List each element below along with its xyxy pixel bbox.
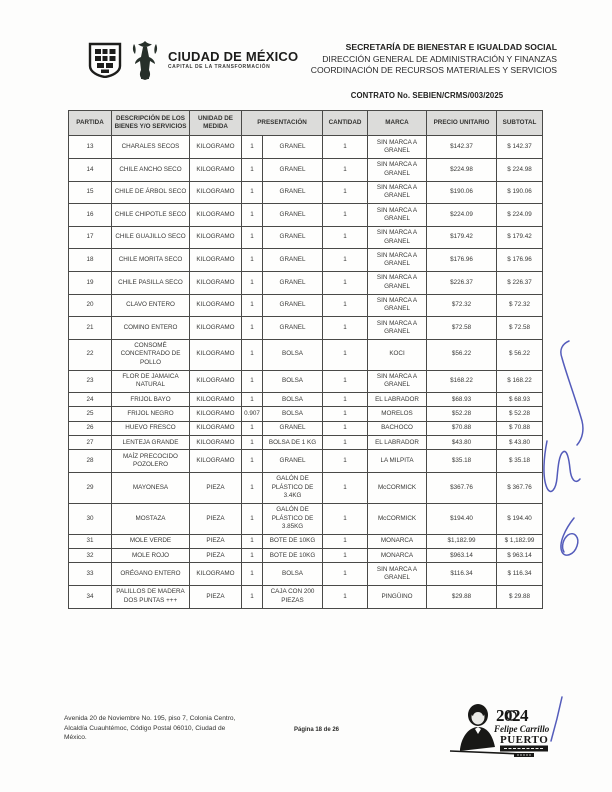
cell-subtotal: $ 70.88 <box>497 421 543 435</box>
cell-marca: MONARCA <box>368 534 427 548</box>
cell-cantidad: 1 <box>323 436 368 450</box>
cell-cantidad: 1 <box>323 136 368 159</box>
cell-presentacion-cantidad: 1 <box>242 204 263 227</box>
cell-partida: 14 <box>69 158 112 181</box>
cell-presentacion-descripcion: BOLSA <box>263 339 323 370</box>
table-row <box>69 317 543 340</box>
cell-presentacion-cantidad: 1 <box>242 271 263 294</box>
cell-marca: SIN MARCA A GRANEL <box>368 249 427 272</box>
cell-marca: SIN MARCA A GRANEL <box>368 181 427 204</box>
cell-unidad-medida: KILOGRAMO <box>190 271 242 294</box>
table-row <box>69 271 543 294</box>
cell-cantidad: 1 <box>323 226 368 249</box>
org-line-secretaria: SECRETARÍA DE BIENESTAR E IGUALDAD SOCIAL <box>345 42 557 52</box>
table-row <box>69 226 543 249</box>
cell-partida: 17 <box>69 226 112 249</box>
cell-partida: 26 <box>69 421 112 435</box>
cell-presentacion-descripcion: CAJA CON 200 PIEZAS <box>263 585 323 608</box>
items-table <box>68 110 543 609</box>
cell-cantidad: 1 <box>323 421 368 435</box>
cell-presentacion-descripcion: BOLSA <box>263 370 323 393</box>
cell-marca: BACHOCO <box>368 421 427 435</box>
cell-descripcion: MAÍZ PRECOCIDO POZOLERO <box>112 450 190 473</box>
cell-descripcion: CLAVO ENTERO <box>112 294 190 317</box>
table-row <box>69 407 543 421</box>
cell-subtotal: $ 142.37 <box>497 136 543 159</box>
cell-partida: 19 <box>69 271 112 294</box>
cdmx-angel-icon <box>130 40 160 80</box>
cell-subtotal: $ 52.28 <box>497 407 543 421</box>
cell-partida: 24 <box>69 393 112 407</box>
cell-descripcion: PALILLOS DE MADERA DOS PUNTAS +++ <box>112 585 190 608</box>
svg-text:PUERTO: PUERTO <box>500 734 549 746</box>
table-row <box>69 294 543 317</box>
cell-partida: 21 <box>69 317 112 340</box>
cell-presentacion-descripcion: GRANEL <box>263 181 323 204</box>
cell-cantidad: 1 <box>323 549 368 563</box>
cell-presentacion-cantidad: 1 <box>242 181 263 204</box>
cdmx-coat-of-arms-icon <box>88 42 122 78</box>
cell-presentacion-descripcion: GRANEL <box>263 136 323 159</box>
cell-descripcion: CHILE MORITA SECO <box>112 249 190 272</box>
cell-descripcion: FLOR DE JAMAICA NATURAL <box>112 370 190 393</box>
cell-subtotal: $ 43.80 <box>497 436 543 450</box>
cell-cantidad: 1 <box>323 407 368 421</box>
table-row <box>69 534 543 548</box>
cell-marca: SIN MARCA A GRANEL <box>368 136 427 159</box>
cell-marca: McCORMICK <box>368 472 427 503</box>
cell-presentacion-cantidad: 1 <box>242 534 263 548</box>
page-indicator: Página 18 de 26 <box>294 727 340 733</box>
cell-subtotal: $ 963.14 <box>497 549 543 563</box>
table-row <box>69 339 543 370</box>
cell-presentacion-descripcion: BOTE DE 10KG <box>263 549 323 563</box>
cell-cantidad: 1 <box>323 294 368 317</box>
table-row <box>69 585 543 608</box>
cell-unidad-medida: KILOGRAMO <box>190 450 242 473</box>
cell-presentacion-cantidad: 1 <box>242 585 263 608</box>
table-row <box>69 204 543 227</box>
table-row <box>69 370 543 393</box>
cell-subtotal: $ 367.76 <box>497 472 543 503</box>
cell-precio-unitario: $1,182.99 <box>427 534 497 548</box>
cell-precio-unitario: $224.98 <box>427 158 497 181</box>
cell-descripcion: MOLE ROJO <box>112 549 190 563</box>
footer-address-line: Alcaldía Cuauhtémoc, Código Postal 06010, Ciudad de <box>64 724 226 732</box>
cell-cantidad: 1 <box>323 317 368 340</box>
table-row <box>69 563 543 586</box>
cell-subtotal: $ 176.96 <box>497 249 543 272</box>
footer-address <box>64 714 249 743</box>
cell-marca: MONARCA <box>368 549 427 563</box>
felipe-carrillo-puerto-stamp <box>448 699 556 768</box>
cell-marca: EL LABRADOR <box>368 436 427 450</box>
cell-partida: 29 <box>69 472 112 503</box>
table-row <box>69 158 543 181</box>
col-unidad: UNIDAD DE MEDIDA <box>190 111 242 136</box>
svg-text:Felipe Carrillo: Felipe Carrillo <box>494 724 550 734</box>
table-row <box>69 249 543 272</box>
cell-precio-unitario: $29.88 <box>427 585 497 608</box>
cell-partida: 22 <box>69 339 112 370</box>
cell-descripcion: CHILE PASILLA SECO <box>112 271 190 294</box>
cell-marca: McCORMICK <box>368 503 427 534</box>
cell-partida: 33 <box>69 563 112 586</box>
cell-subtotal: $ 168.22 <box>497 370 543 393</box>
table-row <box>69 472 543 503</box>
cell-partida: 20 <box>69 294 112 317</box>
cell-presentacion-cantidad: 1 <box>242 226 263 249</box>
cell-presentacion-descripcion: GRANEL <box>263 204 323 227</box>
cell-descripcion: FRIJOL NEGRO <box>112 407 190 421</box>
cell-subtotal: $ 72.32 <box>497 294 543 317</box>
cell-cantidad: 1 <box>323 393 368 407</box>
cell-cantidad: 1 <box>323 534 368 548</box>
cdmx-wordmark <box>168 50 298 70</box>
cell-descripcion: CHILE CHIPOTLE SECO <box>112 204 190 227</box>
cell-unidad-medida: KILOGRAMO <box>190 294 242 317</box>
cell-partida: 34 <box>69 585 112 608</box>
cell-precio-unitario: $224.09 <box>427 204 497 227</box>
cell-cantidad: 1 <box>323 585 368 608</box>
cell-descripcion: MOLE VERDE <box>112 534 190 548</box>
cell-partida: 27 <box>69 436 112 450</box>
cell-descripcion: CONSOMÉ CONCENTRADO DE POLLO <box>112 339 190 370</box>
cell-descripcion: COMINO ENTERO <box>112 317 190 340</box>
cdmx-wordmark-tagline: CAPITAL DE LA TRANSFORMACIÓN <box>168 64 271 70</box>
cell-subtotal: $ 72.58 <box>497 317 543 340</box>
items-table-body <box>69 136 543 608</box>
cell-presentacion-cantidad: 1 <box>242 294 263 317</box>
cell-unidad-medida: KILOGRAMO <box>190 339 242 370</box>
cell-descripcion: CHILE GUAJILLO SECO <box>112 226 190 249</box>
cell-marca: SIN MARCA A GRANEL <box>368 158 427 181</box>
cell-partida: 32 <box>69 549 112 563</box>
cell-marca: SIN MARCA A GRANEL <box>368 226 427 249</box>
cell-marca: SIN MARCA A GRANEL <box>368 271 427 294</box>
table-row <box>69 450 543 473</box>
cell-cantidad: 1 <box>323 370 368 393</box>
cell-subtotal: $ 224.09 <box>497 204 543 227</box>
cell-presentacion-cantidad: 1 <box>242 136 263 159</box>
cell-descripcion: MAYONESA <box>112 472 190 503</box>
cell-presentacion-cantidad: 1 <box>242 563 263 586</box>
cell-cantidad: 1 <box>323 339 368 370</box>
cell-presentacion-descripcion: BOLSA DE 1 KG <box>263 436 323 450</box>
cell-presentacion-cantidad: 1 <box>242 421 263 435</box>
cell-unidad-medida: KILOGRAMO <box>190 393 242 407</box>
cell-descripcion: LENTEJA GRANDE <box>112 436 190 450</box>
cell-subtotal: $ 179.42 <box>497 226 543 249</box>
cell-precio-unitario: $179.42 <box>427 226 497 249</box>
cell-presentacion-descripcion: GRANEL <box>263 226 323 249</box>
cell-partida: 15 <box>69 181 112 204</box>
cell-unidad-medida: KILOGRAMO <box>190 421 242 435</box>
cell-precio-unitario: $72.58 <box>427 317 497 340</box>
cell-precio-unitario: $35.18 <box>427 450 497 473</box>
cell-presentacion-cantidad: 1 <box>242 436 263 450</box>
cell-subtotal: $ 116.34 <box>497 563 543 586</box>
col-subtotal: SUBTOTAL <box>497 111 543 136</box>
cell-unidad-medida: KILOGRAMO <box>190 436 242 450</box>
cell-subtotal: $ 226.37 <box>497 271 543 294</box>
cell-subtotal: $ 224.98 <box>497 158 543 181</box>
cell-partida: 23 <box>69 370 112 393</box>
cell-marca: MORELOS <box>368 407 427 421</box>
cell-presentacion-cantidad: 0.907 <box>242 407 263 421</box>
cell-presentacion-descripcion: GALÓN DE PLÁSTICO DE 3.85KG <box>263 503 323 534</box>
cell-unidad-medida: KILOGRAMO <box>190 407 242 421</box>
cell-unidad-medida: KILOGRAMO <box>190 317 242 340</box>
cell-cantidad: 1 <box>323 450 368 473</box>
table-row <box>69 436 543 450</box>
cell-presentacion-descripcion: GRANEL <box>263 271 323 294</box>
cell-descripcion: HUEVO FRESCO <box>112 421 190 435</box>
contract-number: CONTRATO No. SEBIEN/CRMS/003/2025 <box>350 91 504 100</box>
cell-subtotal: $ 194.40 <box>497 503 543 534</box>
cell-partida: 25 <box>69 407 112 421</box>
cell-precio-unitario: $963.14 <box>427 549 497 563</box>
cell-presentacion-descripcion: GRANEL <box>263 249 323 272</box>
cell-precio-unitario: $142.37 <box>427 136 497 159</box>
cell-presentacion-cantidad: 1 <box>242 249 263 272</box>
table-header-row <box>69 111 543 136</box>
cell-subtotal: $ 190.06 <box>497 181 543 204</box>
cell-descripcion: FRIJOL BAYO <box>112 393 190 407</box>
cell-precio-unitario: $176.96 <box>427 249 497 272</box>
cell-presentacion-descripcion: BOLSA <box>263 407 323 421</box>
stamp-graphic-icon <box>448 699 556 763</box>
col-partida: PARTIDA <box>69 111 112 136</box>
cell-presentacion-cantidad: 1 <box>242 339 263 370</box>
cell-unidad-medida: KILOGRAMO <box>190 563 242 586</box>
header-logo-block <box>88 40 298 80</box>
cell-descripcion: ORÉGANO ENTERO <box>112 563 190 586</box>
cell-unidad-medida: PIEZA <box>190 549 242 563</box>
cell-precio-unitario: $52.28 <box>427 407 497 421</box>
cell-partida: 13 <box>69 136 112 159</box>
cell-presentacion-cantidad: 1 <box>242 158 263 181</box>
cell-marca: KOCI <box>368 339 427 370</box>
cell-marca: SIN MARCA A GRANEL <box>368 317 427 340</box>
cell-marca: SIN MARCA A GRANEL <box>368 294 427 317</box>
cell-presentacion-cantidad: 1 <box>242 472 263 503</box>
table-row <box>69 393 543 407</box>
cdmx-wordmark-title: CIUDAD DE MÉXICO <box>168 49 299 64</box>
cell-presentacion-descripcion: GRANEL <box>263 317 323 340</box>
cell-presentacion-cantidad: 1 <box>242 393 263 407</box>
svg-text:2024: 2024 <box>496 706 528 725</box>
cell-presentacion-descripcion: GRANEL <box>263 450 323 473</box>
cell-presentacion-cantidad: 1 <box>242 549 263 563</box>
cell-unidad-medida: PIEZA <box>190 534 242 548</box>
table-row <box>69 136 543 159</box>
footer-address-line: México. <box>64 734 87 742</box>
cell-precio-unitario: $226.37 <box>427 271 497 294</box>
cell-subtotal: $ 1,182.99 <box>497 534 543 548</box>
org-line-direccion: DIRECCIÓN GENERAL DE ADMINISTRACIÓN Y FINANZAS <box>322 53 557 64</box>
cell-partida: 30 <box>69 503 112 534</box>
cell-cantidad: 1 <box>323 204 368 227</box>
cell-subtotal: $ 68.93 <box>497 393 543 407</box>
org-line-coordinacion: COORDINACIÓN DE RECURSOS MATERIALES Y SERVICIOS <box>310 65 557 76</box>
cell-marca: EL LABRADOR <box>368 393 427 407</box>
cell-cantidad: 1 <box>323 563 368 586</box>
table-row <box>69 421 543 435</box>
cell-precio-unitario: $72.32 <box>427 294 497 317</box>
cell-unidad-medida: KILOGRAMO <box>190 370 242 393</box>
cell-cantidad: 1 <box>323 472 368 503</box>
cell-precio-unitario: $116.34 <box>427 563 497 586</box>
cell-cantidad: 1 <box>323 249 368 272</box>
table-row <box>69 181 543 204</box>
cell-descripcion: CHILE ANCHO SECO <box>112 158 190 181</box>
cell-subtotal: $ 29.88 <box>497 585 543 608</box>
cell-precio-unitario: $70.88 <box>427 421 497 435</box>
col-descripcion: DESCRIPCIÓN DE LOS BIENES Y/O SERVICIOS <box>112 111 190 136</box>
cell-presentacion-cantidad: 1 <box>242 317 263 340</box>
cell-descripcion: CHARALES SECOS <box>112 136 190 159</box>
cell-unidad-medida: KILOGRAMO <box>190 136 242 159</box>
cell-presentacion-cantidad: 1 <box>242 450 263 473</box>
cell-partida: 31 <box>69 534 112 548</box>
cell-precio-unitario: $190.06 <box>427 181 497 204</box>
cell-unidad-medida: PIEZA <box>190 503 242 534</box>
col-marca: MARCA <box>368 111 427 136</box>
table-row <box>69 549 543 563</box>
cell-presentacion-descripcion: BOTE DE 10KG <box>263 534 323 548</box>
cell-presentacion-cantidad: 1 <box>242 503 263 534</box>
cell-presentacion-descripcion: GRANEL <box>263 158 323 181</box>
cell-unidad-medida: KILOGRAMO <box>190 158 242 181</box>
cell-unidad-medida: KILOGRAMO <box>190 204 242 227</box>
cell-presentacion-descripcion: GALÓN DE PLÁSTICO DE 3.4KG <box>263 472 323 503</box>
cell-cantidad: 1 <box>323 271 368 294</box>
cell-unidad-medida: KILOGRAMO <box>190 181 242 204</box>
table-row <box>69 503 543 534</box>
cell-precio-unitario: $194.40 <box>427 503 497 534</box>
cell-marca: SIN MARCA A GRANEL <box>368 563 427 586</box>
org-header <box>311 42 557 77</box>
cell-precio-unitario: $56.22 <box>427 339 497 370</box>
cell-presentacion-descripcion: BOLSA <box>263 563 323 586</box>
cell-unidad-medida: KILOGRAMO <box>190 226 242 249</box>
cell-precio-unitario: $68.93 <box>427 393 497 407</box>
col-precio-unitario: PRECIO UNITARIO <box>427 111 497 136</box>
cell-presentacion-descripcion: GRANEL <box>263 421 323 435</box>
cell-marca: PINGÜINO <box>368 585 427 608</box>
cell-precio-unitario: $367.76 <box>427 472 497 503</box>
cell-cantidad: 1 <box>323 503 368 534</box>
cell-cantidad: 1 <box>323 181 368 204</box>
cell-subtotal: $ 35.18 <box>497 450 543 473</box>
cell-descripcion: MOSTAZA <box>112 503 190 534</box>
cell-presentacion-cantidad: 1 <box>242 370 263 393</box>
cell-partida: 16 <box>69 204 112 227</box>
cell-descripcion: CHILE DE ÁRBOL SECO <box>112 181 190 204</box>
cell-unidad-medida: PIEZA <box>190 585 242 608</box>
cell-precio-unitario: $43.80 <box>427 436 497 450</box>
cell-presentacion-descripcion: GRANEL <box>263 294 323 317</box>
cell-cantidad: 1 <box>323 158 368 181</box>
cell-marca: LA MILPITA <box>368 450 427 473</box>
col-cantidad: CANTIDAD <box>323 111 368 136</box>
cell-partida: 18 <box>69 249 112 272</box>
cell-presentacion-descripcion: BOLSA <box>263 393 323 407</box>
items-table-container <box>68 110 542 609</box>
cell-unidad-medida: KILOGRAMO <box>190 249 242 272</box>
footer-address-line: Avenida 20 de Noviembre No. 195, piso 7, Colonia Centro, <box>64 715 236 722</box>
cell-subtotal: $ 56.22 <box>497 339 543 370</box>
cell-unidad-medida: PIEZA <box>190 472 242 503</box>
cell-precio-unitario: $168.22 <box>427 370 497 393</box>
cell-marca: SIN MARCA A GRANEL <box>368 204 427 227</box>
cell-marca: SIN MARCA A GRANEL <box>368 370 427 393</box>
cell-partida: 28 <box>69 450 112 473</box>
col-presentacion: PRESENTACIÓN <box>242 111 323 136</box>
